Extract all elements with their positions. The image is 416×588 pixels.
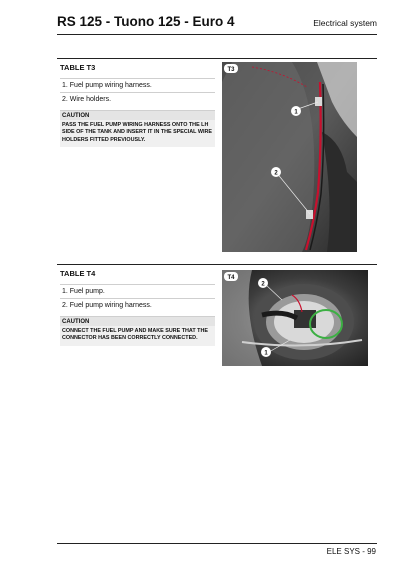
caution-text: PASS THE FUEL PUMP WIRING HARNESS ONTO THE LH SIDE OF THE TANK AND INSERT IT IN THE SPECIAL WIRE HOLDERS FITTED PREVIOUSLY. — [62, 122, 212, 143]
table-title: TABLE T3 — [60, 63, 96, 72]
photo-t3 — [222, 62, 357, 252]
list-item: 1. Fuel pump. — [60, 284, 215, 298]
section-name: Electrical system — [313, 18, 377, 28]
list-item: 1. Fuel pump wiring harness. — [60, 78, 215, 92]
photo-t3-illustration — [222, 62, 357, 252]
list-item: 2. Wire holders. — [60, 92, 215, 106]
callout-1: 1 — [294, 109, 298, 116]
header-divider — [57, 34, 377, 35]
callout-2: 2 — [261, 281, 265, 288]
photo-t4-illustration — [222, 270, 368, 366]
list-item: 2. Fuel pump wiring harness. — [60, 298, 215, 312]
section-divider — [57, 264, 377, 265]
section-divider — [57, 58, 377, 59]
caution-box — [60, 110, 215, 147]
page-header — [57, 14, 377, 36]
photo-t4 — [222, 270, 368, 366]
table-t4-text — [60, 266, 215, 346]
caution-box — [60, 316, 215, 346]
page-number: ELE SYS - 99 — [326, 547, 376, 556]
footer-divider — [57, 543, 377, 544]
table-title: TABLE T4 — [60, 269, 96, 278]
document-title: RS 125 - Tuono 125 - Euro 4 — [57, 14, 235, 29]
callout-2: 2 — [274, 170, 278, 177]
callout-1: 1 — [264, 350, 268, 357]
caution-label: CAUTION — [60, 317, 215, 326]
caution-text: CONNECT THE FUEL PUMP AND MAKE SURE THAT THE CONNECTOR HAS BEEN CORRECTLY CONNECTED. — [62, 328, 208, 342]
caution-label: CAUTION — [60, 111, 215, 120]
table-t3-text — [60, 60, 215, 147]
photo-tag: T3 — [227, 67, 235, 73]
photo-tag: T4 — [227, 275, 235, 281]
